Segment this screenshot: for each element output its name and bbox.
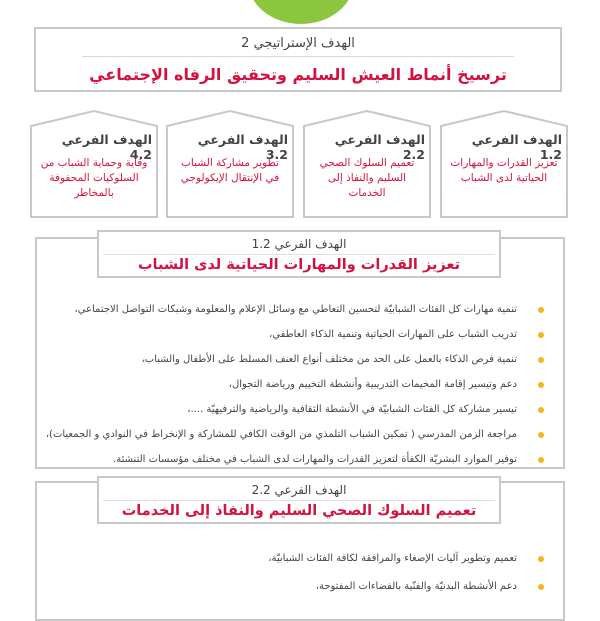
strategic-goal-box (34, 27, 562, 92)
sub-goal-card-1 (440, 110, 568, 218)
sub-goal-2-detail-header (97, 476, 501, 524)
sub-goal-text: وقاية وحماية الشباب من السلوكيات المحفوفة بالمخاطر (40, 157, 148, 199)
decorative-green-circle (248, 0, 354, 24)
list-item: توفير الموارد البشريّة الكفأة لتعزيز القدرات والمهارات لدى الشباب في مختلف مؤسسات التنشئة. (37, 447, 563, 472)
bullet-dot-icon (538, 307, 544, 313)
sub-goal-card-4 (30, 110, 158, 218)
bullet-dot-icon (538, 357, 544, 363)
list-item: دعم الأنشطة البدنيّة والفنّية بالفضاءات المفتوحة، (37, 573, 563, 601)
bullet-dot-icon (538, 556, 544, 562)
sub-goal-label: الهدف الفرعي 1.2 (471, 132, 562, 162)
list-item: مراجعة الزمن المدرسي ( تمكين الشباب التلمذي من الوقت الكافي للمشاركة و الإنخراط في النوادي و الجمعيات)، (37, 422, 563, 447)
list-item: دعم وتيسير إقامة المخيمات التدريبية وأنشطة التخييم ورياضة التجوال، (37, 372, 563, 397)
sub-goal-label: الهدف الفرعي 2.2 (334, 132, 425, 162)
bullet-dot-icon (538, 432, 544, 438)
section-title: تعزيز القدرات والمهارات الحياتية لدى الشباب (137, 257, 461, 273)
list-item: تدريب الشباب على المهارات الحياتية وتنمية الذكاء العاطفي، (37, 322, 563, 347)
list-item: تعميم وتطوير آليات الإصغاء والمرافقة لكافة الفئات الشبابيّة، (37, 545, 563, 573)
strategic-goal-label: الهدف الإستراتيجي 2 (241, 35, 355, 51)
sub-goal-1-actions-list (37, 297, 563, 472)
sub-goal-card-3 (166, 110, 294, 218)
sub-goal-text: تعميم السلوك الصحي السليم والنفاذ إلى الخدمات (319, 157, 415, 199)
sub-goal-text: تعزيز القدرات والمهارات الحياتية لدى الشباب (450, 157, 558, 184)
section-label: الهدف الفرعي 2.2 (251, 483, 347, 497)
bullet-dot-icon (538, 332, 544, 338)
sub-goal-label: الهدف الفرعي 3.2 (197, 132, 288, 162)
strategic-goal-divider (82, 56, 514, 57)
bullet-dot-icon (538, 584, 544, 590)
sub-goal-1-detail-header (97, 230, 501, 278)
list-item: تنمية مهارات كل الفئات الشبابيّة لتحسين التعاطي مع وسائل الإعلام والمعلومة وشبكات التواصل الاجتماعي، (37, 297, 563, 322)
bullet-dot-icon (538, 407, 544, 413)
strategic-goal-title: ترسيخ أنماط العيش السليم وتحقيق الرفاه الإجتماعي (89, 64, 507, 84)
bullet-dot-icon (538, 382, 544, 388)
section-label: الهدف الفرعي 1.2 (251, 237, 347, 251)
sub-goal-2-actions-list (37, 545, 563, 601)
sub-goal-card-2 (303, 110, 431, 218)
bullet-dot-icon (538, 457, 544, 463)
sub-goal-text: تطوير مشاركة الشباب في الإنتقال الإيكولوجي (180, 157, 280, 184)
sub-goal-label: الهدف الفرعي 4.2 (61, 132, 152, 162)
list-item: تنمية فرص الذكاء بالعمل على الحد من مختلف أنواع العنف المسلط على الأطفال والشباب، (37, 347, 563, 372)
section-title: تعميم السلوك الصحي السليم والنفاذ إلى الخدمات (121, 503, 477, 519)
list-item: تيسير مشاركة كل الفئات الشبابيّة في الأنشطة الثقافية والرياضية والترفيهيّة ....، (37, 397, 563, 422)
